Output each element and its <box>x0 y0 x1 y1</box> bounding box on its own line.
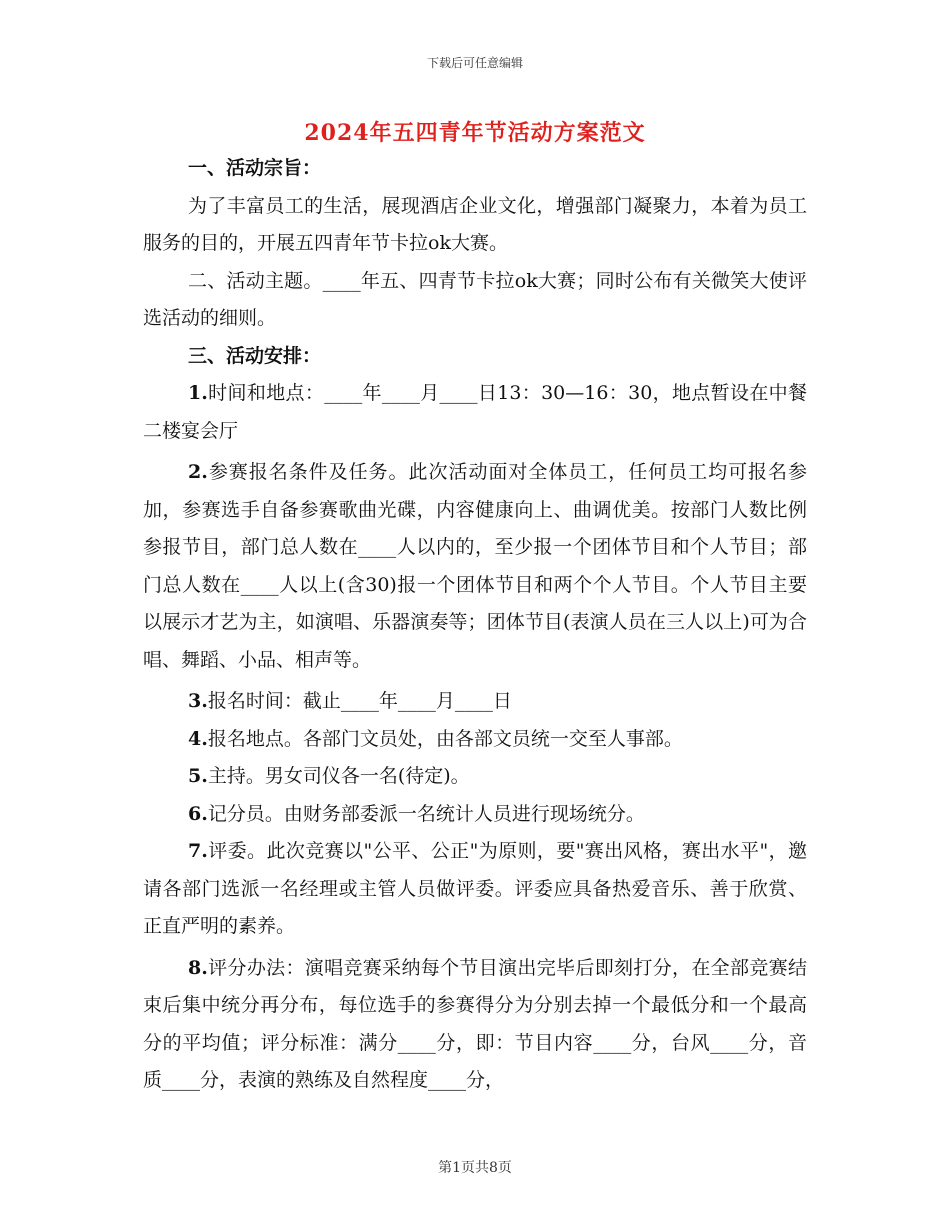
section-1-body: 为了丰富员工的生活，展现酒店企业文化，增强部门凝聚力，本着为员工服务的目的，开展五四青年节卡拉ok大赛。 <box>143 194 807 254</box>
document-title: 2024年五四青年节活动方案范文 <box>304 120 646 146</box>
item-text: 评分办法：演唱竞赛采纳每个节目演出完毕后即刻打分，在全部竞赛结束后集中统分再分布，每位选手的参赛得分为分别去掉一个最低分和一个最高分的平均值；评分标准：满分____分，即：节目内容____分，台风____分，音质____分，表演的熟练及自然程度____分， <box>143 956 807 1091</box>
section-2-body: 二、活动主题。____年五、四青节卡拉ok大赛；同时公布有关微笑大使评选活动的细则。 <box>143 269 807 329</box>
item-text: 记分员。由财务部委派一名统计人员进行现场统分。 <box>207 802 645 825</box>
item-number: 2. <box>188 461 208 483</box>
item-text: 主持。男女司仪各一名(待定)。 <box>207 765 470 787</box>
list-item <box>143 375 807 450</box>
item-text: 报名地点。各部门文员处，由各部文员统一交至人事部。 <box>207 727 683 750</box>
page-number: 第1页共8页 <box>438 1160 512 1176</box>
item-number: 8. <box>188 956 208 979</box>
item-number: 3. <box>188 690 208 712</box>
list-item <box>143 758 807 796</box>
list-item <box>143 721 807 759</box>
item-text: 参赛报名条件及任务。此次活动面对全体员工，任何员工均可报名参加，参赛选手自备参赛歌曲光碟，内容健康向上、曲调优美。按部门人数比例参报节目，部门总人数在____人以内的，至少报一个团体节目和个人节目；部门总人数在____人以上(含30)报一个团体节目和两个个人节目。个人节目主要以展示才艺为主，如演唱、乐器演奏等；团体节目(表演人员在三人以上)可为合唱、舞蹈、小品、相声等。 <box>143 461 807 671</box>
item-text: 时间和地点：____年____月____日13：30—16：30，地点暂设在中餐二楼宴会厅 <box>143 382 807 442</box>
item-text: 评委。此次竞赛以"公平、公正"为原则，要"赛出风格，赛出水平"，邀请各部门选派一名经理或主管人员做评委。评委应具备热爱音乐、善于欣赏、正直严明的素养。 <box>143 840 807 937</box>
item-number: 4. <box>188 727 208 750</box>
item-number: 7. <box>188 840 208 862</box>
download-note: 下载后可任意编辑 <box>426 56 523 70</box>
item-text: 报名时间：截止____年____月____日 <box>207 690 512 712</box>
item-number: 1. <box>188 382 208 404</box>
list-item <box>143 683 807 721</box>
document-body <box>143 150 807 1100</box>
list-item <box>143 454 807 679</box>
item-number: 5. <box>188 765 208 787</box>
item-number: 6. <box>188 802 208 825</box>
list-item <box>143 796 807 834</box>
list-item <box>143 950 807 1100</box>
section-3-heading: 三、活动安排： <box>188 344 322 367</box>
list-item <box>143 833 807 946</box>
section-1-heading: 一、活动宗旨： <box>188 157 322 179</box>
